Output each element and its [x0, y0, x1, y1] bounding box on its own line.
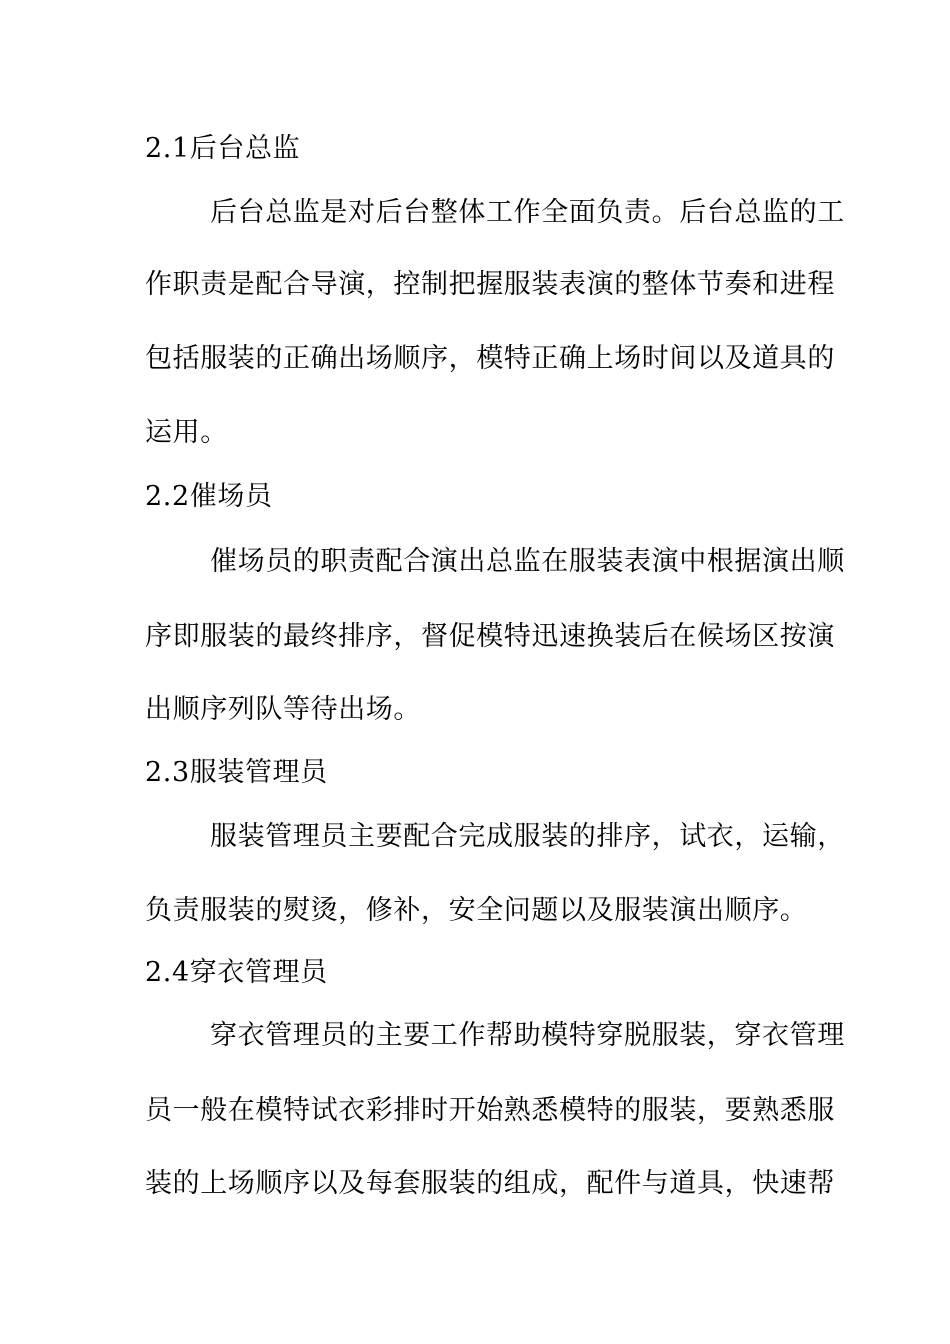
section-heading-2-2: 2.2催场员 — [145, 481, 273, 512]
paragraph-line: 后台总监是对后台整体工作全面负责。后台总监的工 — [210, 197, 845, 228]
paragraph-line: 催场员的职责配合演出总监在服装表演中根据演出顺 — [210, 546, 845, 577]
paragraph-line: 穿衣管理员的主要工作帮助模特穿脱服装，穿衣管理 — [210, 1020, 845, 1051]
section-heading-2-3: 2.3服装管理员 — [145, 757, 328, 788]
paragraph-line: 服装管理员主要配合完成服装的排序，试衣，运输， — [210, 821, 845, 852]
paragraph-line: 负责服装的熨烫，修补，安全问题以及服装演出顺序。 — [145, 895, 808, 926]
paragraph-line: 出顺序列队等待出场。 — [145, 694, 421, 725]
section-heading-2-1: 2.1后台总监 — [145, 133, 301, 164]
section-heading-2-4: 2.4穿衣管理员 — [145, 957, 328, 988]
paragraph-line: 装的上场顺序以及每套服装的组成，配件与道具，快速帮 — [145, 1168, 835, 1199]
paragraph-line: 序即服装的最终排序，督促模特迅速换装后在候场区按演 — [145, 621, 835, 652]
paragraph-line: 包括服装的正确出场顺序，模特正确上场时间以及道具的 — [145, 343, 835, 374]
paragraph-line: 员一般在模特试衣彩排时开始熟悉模特的服装，要熟悉服 — [145, 1095, 835, 1126]
paragraph-line: 作职责是配合导演，控制把握服装表演的整体节奏和进程 — [145, 269, 835, 300]
paragraph-line: 运用。 — [145, 417, 228, 448]
